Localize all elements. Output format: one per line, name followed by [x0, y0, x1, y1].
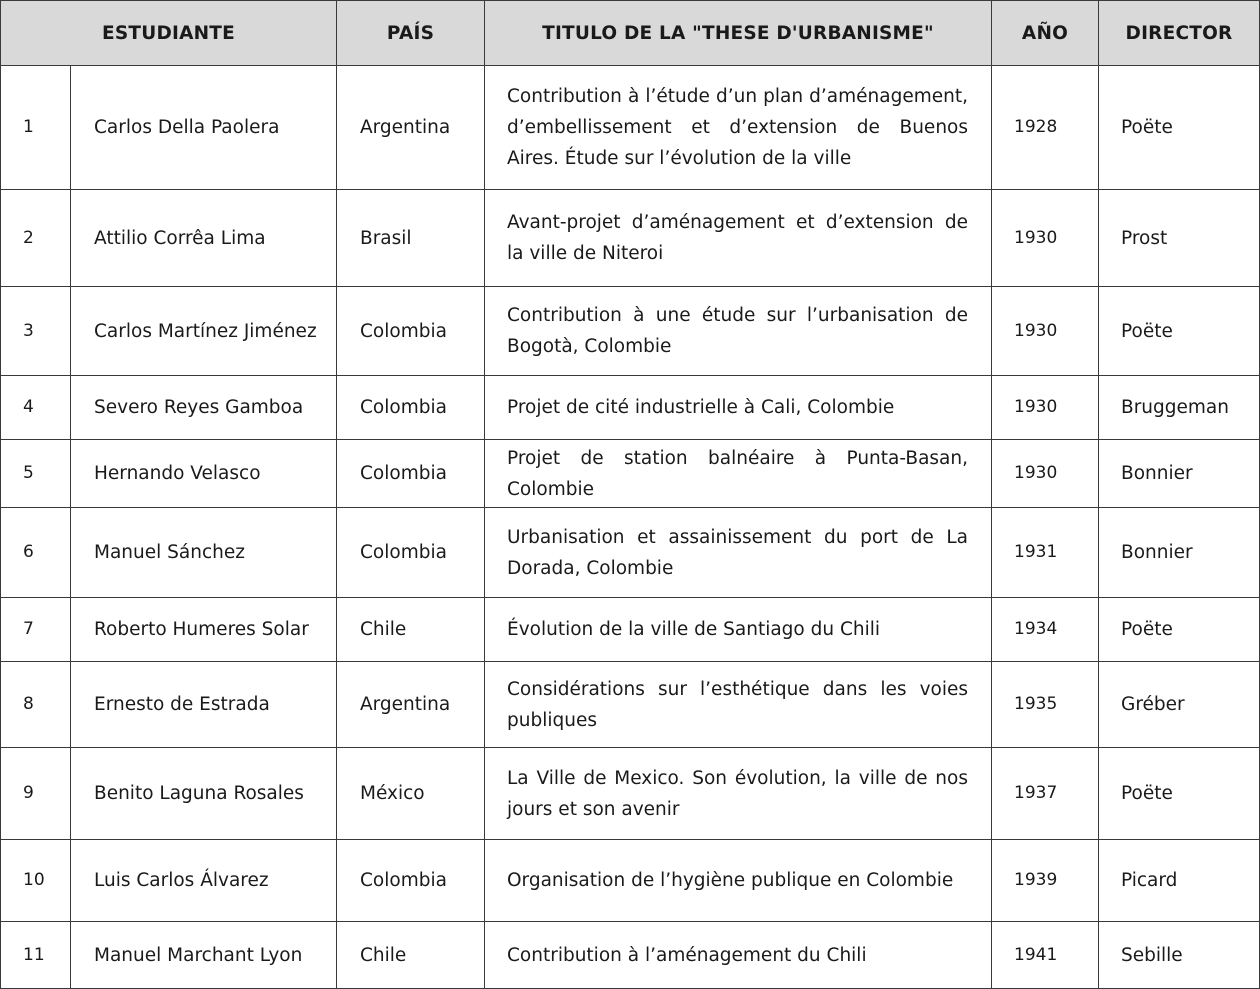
thesis-year: 1934 [992, 598, 1099, 662]
thesis-director: Gréber [1099, 662, 1260, 748]
thesis-director: Bonnier [1099, 508, 1260, 598]
thesis-title: Projet de cité industrielle à Cali, Colombie [485, 376, 992, 440]
thesis-year: 1941 [992, 922, 1099, 989]
student-country: Chile [337, 598, 485, 662]
student-country: Colombia [337, 376, 485, 440]
student-name: Carlos Martínez Jiménez [71, 287, 337, 376]
student-name: Severo Reyes Gamboa [71, 376, 337, 440]
row-number: 11 [1, 922, 71, 989]
thesis-director: Poëte [1099, 598, 1260, 662]
student-country: México [337, 748, 485, 840]
thesis-title: Contribution à l’étude d’un plan d’aménagement, d’embellissement et d’extension de Buenos Aires. Étude sur l’évolution de la ville [485, 66, 992, 190]
row-number: 8 [1, 662, 71, 748]
table-row [1, 662, 1260, 748]
row-number: 9 [1, 748, 71, 840]
row-number: 1 [1, 66, 71, 190]
thesis-title: Urbanisation et assainissement du port de La Dorada, Colombie [485, 508, 992, 598]
student-country: Colombia [337, 287, 485, 376]
row-number: 3 [1, 287, 71, 376]
student-country: Colombia [337, 508, 485, 598]
student-country: Chile [337, 922, 485, 989]
thesis-director: Bruggeman [1099, 376, 1260, 440]
thesis-director: Bonnier [1099, 440, 1260, 508]
table-row [1, 440, 1260, 508]
thesis-year: 1937 [992, 748, 1099, 840]
thesis-title: Considérations sur l’esthétique dans les voies publiques [485, 662, 992, 748]
table-row [1, 748, 1260, 840]
thesis-year: 1935 [992, 662, 1099, 748]
table-row [1, 598, 1260, 662]
thesis-title: Avant-projet d’aménagement et d’extension de la ville de Niteroi [485, 190, 992, 287]
student-name: Hernando Velasco [71, 440, 337, 508]
table-row [1, 66, 1260, 190]
header-director: DIRECTOR [1099, 1, 1260, 66]
header-year: AÑO [992, 1, 1099, 66]
student-name: Manuel Sánchez [71, 508, 337, 598]
thesis-year: 1930 [992, 287, 1099, 376]
table-row [1, 376, 1260, 440]
table-row [1, 287, 1260, 376]
header-student: ESTUDIANTE [1, 1, 337, 66]
student-name: Roberto Humeres Solar [71, 598, 337, 662]
student-name: Carlos Della Paolera [71, 66, 337, 190]
row-number: 7 [1, 598, 71, 662]
row-number: 5 [1, 440, 71, 508]
thesis-director: Poëte [1099, 287, 1260, 376]
student-country: Colombia [337, 440, 485, 508]
row-number: 10 [1, 840, 71, 922]
row-number: 6 [1, 508, 71, 598]
thesis-director: Picard [1099, 840, 1260, 922]
thesis-director: Prost [1099, 190, 1260, 287]
row-number: 2 [1, 190, 71, 287]
student-name: Manuel Marchant Lyon [71, 922, 337, 989]
student-country: Brasil [337, 190, 485, 287]
student-country: Colombia [337, 840, 485, 922]
row-number: 4 [1, 376, 71, 440]
thesis-year: 1930 [992, 440, 1099, 508]
table-row [1, 508, 1260, 598]
thesis-year: 1930 [992, 376, 1099, 440]
table-row [1, 840, 1260, 922]
table-row [1, 190, 1260, 287]
thesis-year: 1931 [992, 508, 1099, 598]
student-name: Attilio Corrêa Lima [71, 190, 337, 287]
thesis-title: Contribution à l’aménagement du Chili [485, 922, 992, 989]
thesis-director: Poëte [1099, 66, 1260, 190]
header-row [1, 1, 1260, 66]
thesis-year: 1930 [992, 190, 1099, 287]
thesis-title: Projet de station balnéaire à Punta-Basan, Colombie [485, 440, 992, 508]
thesis-title: Évolution de la ville de Santiago du Chili [485, 598, 992, 662]
student-name: Ernesto de Estrada [71, 662, 337, 748]
thesis-director: Poëte [1099, 748, 1260, 840]
header-country: PAÍS [337, 1, 485, 66]
header-title: TITULO DE LA "THESE D'URBANISME" [485, 1, 992, 66]
thesis-title: Organisation de l’hygiène publique en Colombie [485, 840, 992, 922]
thesis-title: La Ville de Mexico. Son évolution, la ville de nos jours et son avenir [485, 748, 992, 840]
student-country: Argentina [337, 66, 485, 190]
table-row [1, 922, 1260, 989]
thesis-year: 1928 [992, 66, 1099, 190]
student-name: Benito Laguna Rosales [71, 748, 337, 840]
student-country: Argentina [337, 662, 485, 748]
thesis-title: Contribution à une étude sur l’urbanisation de Bogotà, Colombie [485, 287, 992, 376]
table-body [1, 66, 1260, 989]
student-name: Luis Carlos Álvarez [71, 840, 337, 922]
thesis-director: Sebille [1099, 922, 1260, 989]
thesis-year: 1939 [992, 840, 1099, 922]
